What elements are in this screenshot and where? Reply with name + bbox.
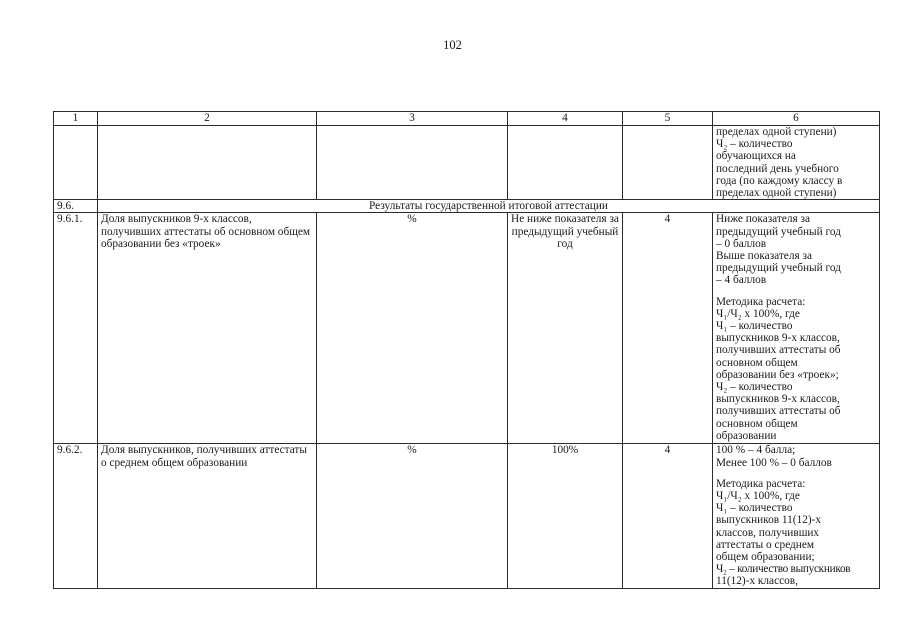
norm-cell: 100% [508, 444, 623, 588]
unit-cell: % [317, 213, 508, 444]
max-score-cell: 4 [623, 444, 713, 588]
row-number: 9.6.1. [54, 213, 98, 444]
section-row [54, 200, 880, 213]
header-col-6: 6 [713, 112, 880, 126]
table-row-9-6-2 [54, 444, 880, 588]
table-header-row [54, 112, 880, 126]
header-col-2: 2 [98, 112, 317, 126]
table-row-continuation [54, 126, 880, 200]
criteria-table [53, 111, 880, 589]
indicator-name: Доля выпускников 9-х классов, получивших аттестаты об основном общем образовании без «троек» [98, 213, 317, 444]
indicator-name: Доля выпускников, получивших аттестаты о среднем общем образовании [98, 444, 317, 588]
section-number: 9.6. [54, 200, 98, 213]
method-cell: 100 % – 4 балла; Менее 100 % – 0 баллов Методика расчета: Ч₁/Ч₂ х 100%, где Ч₁ – количество выпускников 11(12)-х классов, получивших аттестаты о среднем общем образовании; Ч₂ – количество выпускников 11(12)-х классов, [713, 444, 880, 588]
norm-cell: Не ниже показателя за предыдущий учебный год [508, 213, 623, 444]
row-number: 9.6.2. [54, 444, 98, 588]
continuation-method-cell: пределах одной ступени) Ч₂ – количество обучающихся на последний день учебного года (по каждому классу в пределах одной ступени) [713, 126, 880, 200]
header-col-5: 5 [623, 112, 713, 126]
page-number: 102 [443, 38, 462, 52]
header-col-3: 3 [317, 112, 508, 126]
method-cell: Ниже показателя за предыдущий учебный год – 0 баллов Выше показателя за предыдущий учебный год – 4 баллов Методика расчета: Ч₁/Ч₂ х 100%, где Ч₁ – количество выпускников 9-х классов, получивших аттестаты об основном общем образовании без «троек»; Ч₂ – количество выпускников 9-х классов, получивших аттестаты об основном общем образовании [713, 213, 880, 444]
max-score-cell: 4 [623, 213, 713, 444]
header-col-1: 1 [54, 112, 98, 126]
unit-cell: % [317, 444, 508, 588]
table-row-9-6-1 [54, 213, 880, 444]
section-title: Результаты государственной итоговой аттестации [98, 200, 880, 213]
header-col-4: 4 [508, 112, 623, 126]
